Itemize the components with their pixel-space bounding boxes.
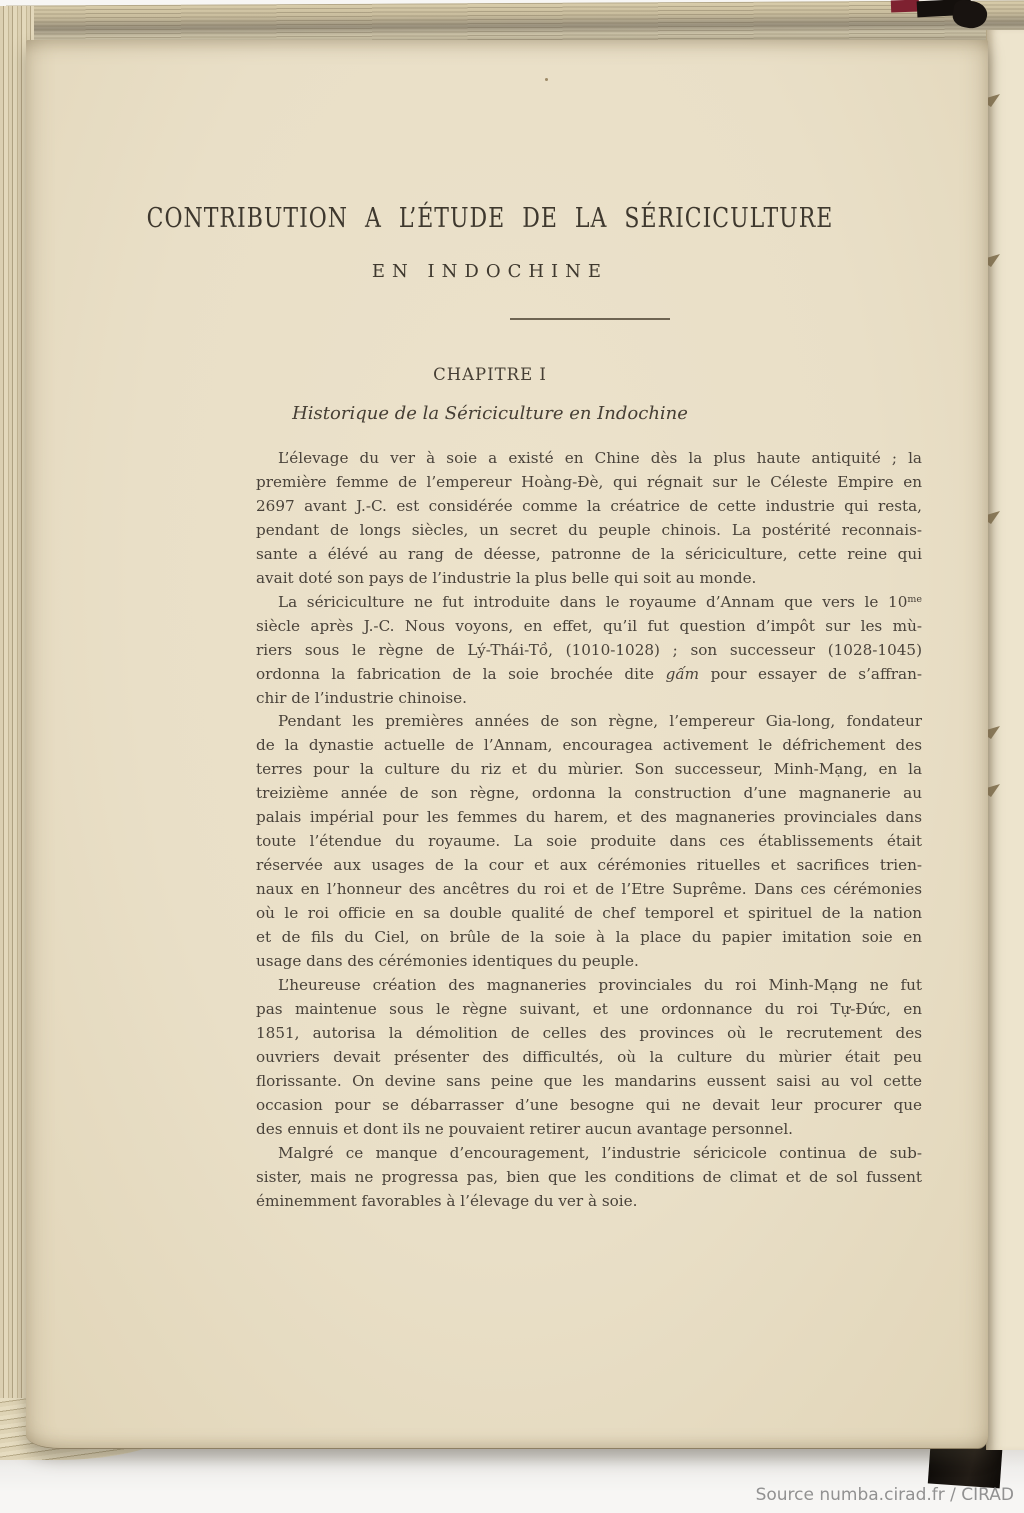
text-line: florissante. On devine sans peine que les mandarins eussent saisi au vol cette <box>256 1071 922 1090</box>
text-line: pas maintenue sous le règne suivant, et une ordonnance du roi Tự-Đức, en <box>256 999 922 1018</box>
text-line: 1851, autorisa la démolition de celles des provinces où le recrutement des <box>256 1023 922 1042</box>
paragraph <box>256 447 922 591</box>
text-line: toute l’étendue du royaume. La soie produite dans ces établissements était <box>256 832 922 851</box>
text-line: pendant de longs siècles, un secret du peuple chinois. La postérité reconnais- <box>256 520 922 539</box>
text-line: ouvriers devait présenter des difficultés, où la culture du mùrier était peu <box>256 1047 922 1066</box>
text-line: terres pour la culture du riz et du mùrier. Son successeur, Minh-Mạng, en la <box>256 760 922 779</box>
text-line: Pendant les premières années de son règne, l’empereur Gia-long, fondateur <box>278 712 922 731</box>
text-line: chir de l’industrie chinoise. <box>256 688 467 707</box>
text-line: Malgré ce manque d’encouragement, l’industrie séricicole continua de sub- <box>278 1143 922 1162</box>
text-line: sante a élévé au rang de déesse, patronne de la sériciculture, cette reine qui <box>256 544 922 563</box>
text-line: naux en l’honneur des ancêtres du roi et de l’Etre Suprême. Dans ces cérémonies <box>256 880 922 899</box>
paragraph <box>256 974 922 1142</box>
text-line: riers sous le règne de Lý-Thái-Tồ, (1010-1028) ; son successeur (1028-1045) <box>256 640 922 659</box>
text-line: ordonna la fabrication de la soie brochée dite gấm pour essayer de s’affran- <box>256 664 922 683</box>
text-line: usage dans des cérémonies identiques du peuple. <box>256 952 639 971</box>
paragraph <box>256 1142 922 1214</box>
text-line: La sériciculture ne fut introduite dans le royaume d’Annam que vers le $10^{me}$ <box>278 592 922 611</box>
text-line: avait doté son pays de l’industrie la plus belle qui soit au monde. <box>256 568 757 587</box>
text-line: palais impérial pour les femmes du harem, et des magnaneries provinciales dans <box>256 808 922 827</box>
text-line: occasion pour se débarrasser d’une besogne qui ne devait leur procurer que <box>256 1095 922 1114</box>
text-line: L’élevage du ver à soie a existé en Chine dès la plus haute antiquité ; la <box>278 449 922 467</box>
text-line: siècle après J.-C. Nous voyons, en effet, qu’il fut question d’impôt sur les mù- <box>256 616 922 635</box>
source-attribution: Source numba.cirad.fr / CIRAD <box>755 1485 1014 1505</box>
text-line: première femme de l’empereur Hoàng-Đè, qui régnait sur le Céleste Empire en <box>256 472 922 491</box>
paper-speck <box>545 78 548 81</box>
text-line: où le roi officie en sa double qualité de chef temporel et spirituel de la nation <box>256 904 922 923</box>
text-line: réservée aux usages de la cour et aux cérémonies rituelles et sacrifices trien- <box>256 856 922 875</box>
text-line: et de fils du Ciel, on brûle de la soie à la place du papier imitation soie en <box>256 928 922 947</box>
text-line: éminemment favorables à l’élevage du ver à soie. <box>256 1191 638 1210</box>
text-line: sister, mais ne progressa pas, bien que les conditions de climat et de sol fussent <box>256 1167 922 1186</box>
title-divider-rule <box>510 318 670 320</box>
text-line: treizième année de son règne, ordonna la construction d’une magnanerie au <box>256 784 922 803</box>
text-line: des ennuis et dont ils ne pouvaient retirer aucun avantage personnel. <box>256 1119 793 1138</box>
paragraph <box>256 710 922 973</box>
book-page <box>26 40 988 1449</box>
headband-red <box>891 0 919 12</box>
text-line: 2697 avant J.-C. est considérée comme la créatrice de cette industrie qui resta, <box>256 496 922 515</box>
paragraphs <box>256 447 922 1214</box>
chapter-subtitle: Historique de la Sériciculture en Indochine <box>292 403 688 424</box>
text-line: de la dynastie actuelle de l’Annam, encouragea activement le défrichement des <box>256 736 922 755</box>
document-title-line1: CONTRIBUTION A L’ÉTUDE DE LA SÉRICICULTURE <box>146 204 834 235</box>
chapter-heading: CHAPITRE I <box>433 365 547 384</box>
text-line: L’heureuse création des magnaneries provinciales du roi Minh-Mạng ne fut <box>278 975 922 994</box>
adjacent-page-edge <box>986 30 1024 1450</box>
document-title-line2: EN INDOCHINE <box>371 261 609 282</box>
paragraph <box>256 591 922 711</box>
